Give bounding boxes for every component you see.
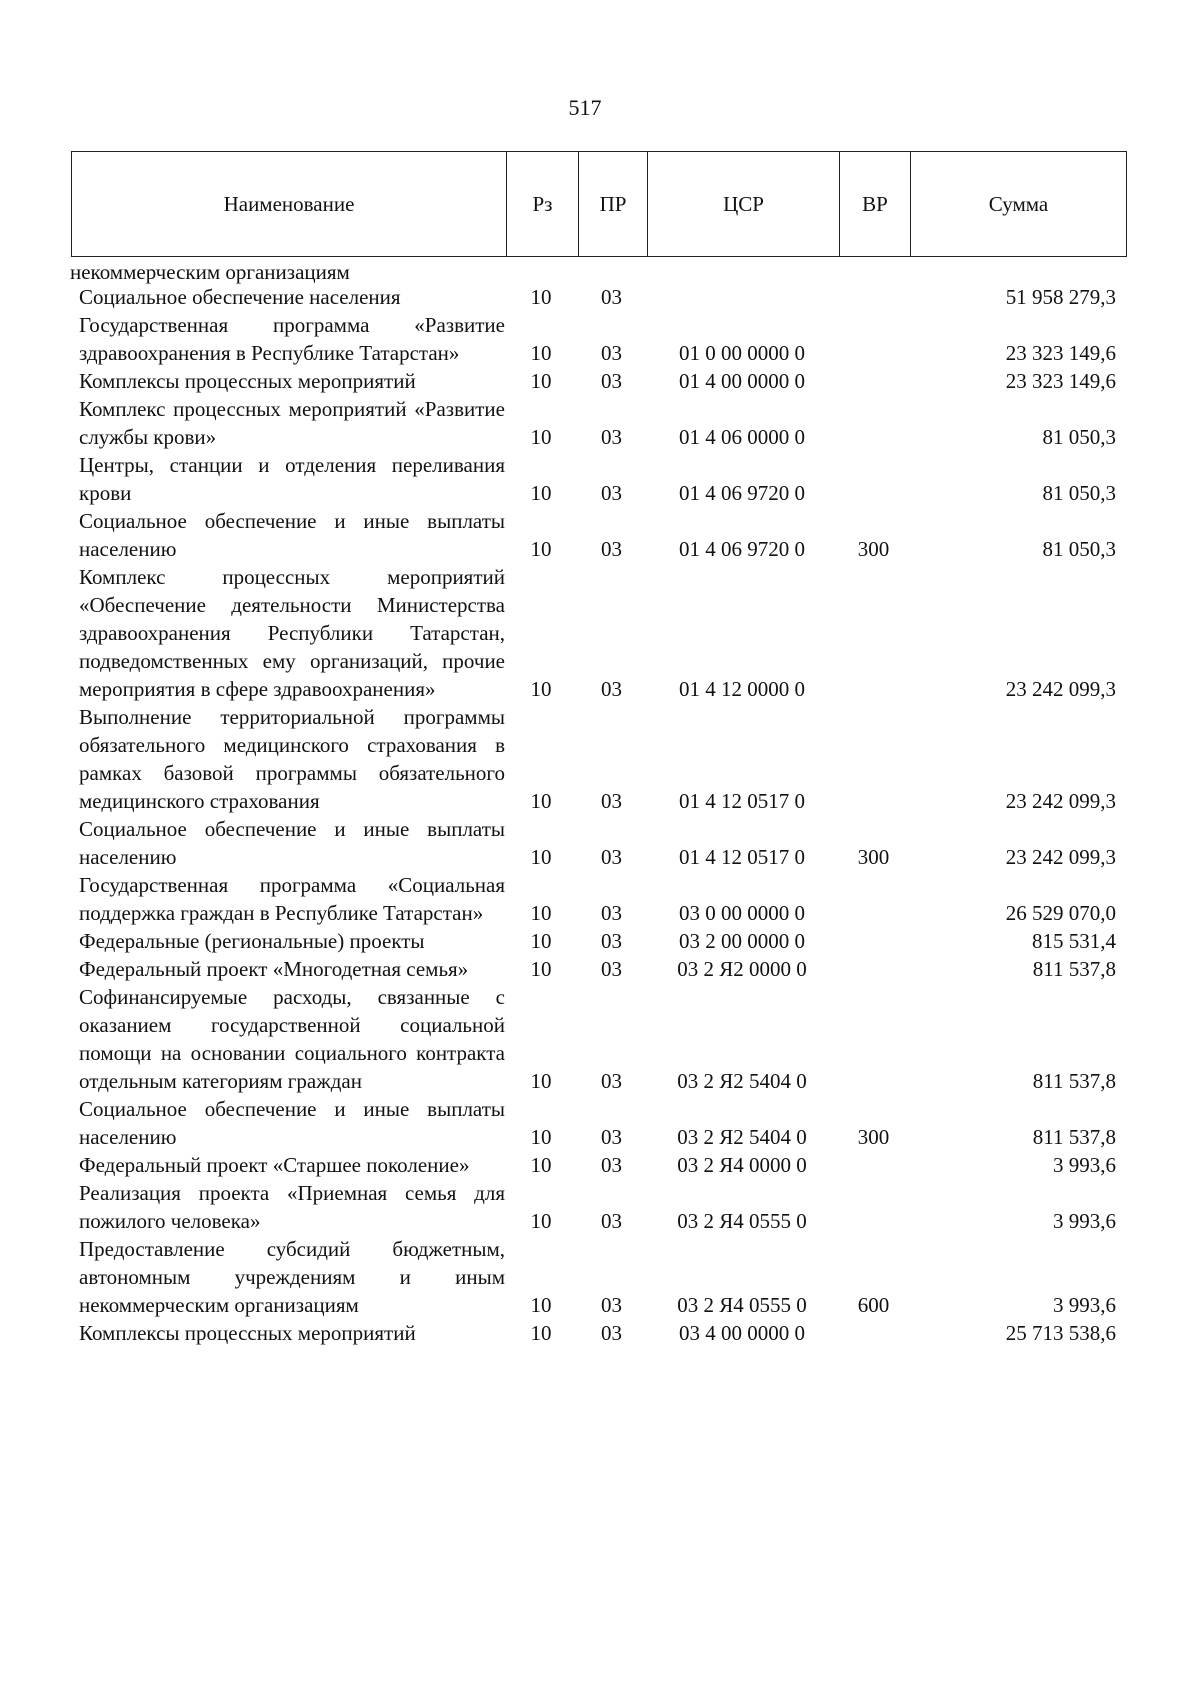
table-row bbox=[71, 563, 1127, 703]
cell-sum: 23 242 099,3 bbox=[1005, 677, 1116, 701]
cell-pr: 03 bbox=[601, 285, 622, 309]
cell-rz: 10 bbox=[530, 481, 552, 505]
cell-rz: 10 bbox=[530, 537, 552, 561]
cell-pr: 03 bbox=[601, 369, 622, 393]
header-sum: Сумма bbox=[910, 152, 1126, 256]
cell-pr: 03 bbox=[601, 537, 622, 561]
cell-rz: 10 bbox=[530, 1125, 552, 1149]
header-pr: ПР bbox=[578, 152, 647, 256]
cell-name: Реализация проекта «Приемная семья для пожилого человека» bbox=[79, 1181, 505, 1233]
header-name: Наименование bbox=[223, 191, 355, 216]
cell-rz: 10 bbox=[530, 1153, 552, 1177]
cell-csr: 01 4 12 0000 0 bbox=[679, 677, 805, 701]
cell-sum: 81 050,3 bbox=[1042, 537, 1116, 561]
cell-pr: 03 bbox=[601, 1293, 622, 1317]
cell-rz: 10 bbox=[530, 957, 552, 981]
table-header bbox=[71, 151, 1127, 257]
cell-csr: 01 4 12 0517 0 bbox=[679, 845, 805, 869]
cell-csr: 01 4 00 0000 0 bbox=[679, 369, 805, 393]
cell-pr: 03 bbox=[601, 845, 622, 869]
table-row bbox=[71, 983, 1127, 1095]
table-row bbox=[71, 258, 1127, 286]
header-vr: ВР bbox=[839, 152, 910, 256]
cell-sum: 811 537,8 bbox=[1032, 957, 1116, 981]
table-row bbox=[71, 451, 1127, 507]
cell-pr: 03 bbox=[601, 929, 622, 953]
cell-name: Государственная программа «Развитие здравоохранения в Республике Татарстан» bbox=[79, 313, 505, 365]
cell-name: Комплекс процессных мероприятий «Обеспечение деятельности Министерства здравоохранения Республики Татарстан, подведомственных ему организаций, прочие мероприятия в сфере здравоохранения» bbox=[79, 565, 505, 701]
cell-name: Федеральные (региональные) проекты bbox=[79, 929, 425, 953]
cell-pr: 03 bbox=[601, 1069, 622, 1093]
table-row bbox=[71, 871, 1127, 927]
table-row bbox=[71, 1095, 1127, 1151]
header-rz: Рз bbox=[506, 152, 578, 256]
cell-name: Центры, станции и отделения переливания крови bbox=[79, 453, 505, 505]
cell-csr: 03 2 Я2 5404 0 bbox=[677, 1125, 807, 1149]
cell-vr: 300 bbox=[857, 1125, 890, 1149]
cell-pr: 03 bbox=[601, 1321, 622, 1345]
cell-csr: 03 2 Я2 0000 0 bbox=[677, 957, 807, 981]
cell-pr: 03 bbox=[601, 677, 622, 701]
cell-csr: 01 4 06 9720 0 bbox=[679, 537, 805, 561]
cell-pr: 03 bbox=[601, 1153, 622, 1177]
cell-pr: 03 bbox=[601, 901, 622, 925]
cell-csr: 03 2 00 0000 0 bbox=[679, 929, 805, 953]
cell-name: Социальное обеспечение и иные выплаты населению bbox=[79, 509, 505, 561]
cell-rz: 10 bbox=[530, 929, 552, 953]
cell-sum: 3 993,6 bbox=[1053, 1209, 1116, 1233]
cell-rz: 10 bbox=[530, 901, 552, 925]
table-row bbox=[71, 955, 1127, 983]
cell-rz: 10 bbox=[530, 425, 552, 449]
cell-csr: 01 4 06 0000 0 bbox=[679, 425, 805, 449]
cell-rz: 10 bbox=[530, 677, 552, 701]
cell-csr: 03 2 Я4 0555 0 bbox=[677, 1293, 807, 1317]
table-row bbox=[71, 815, 1127, 871]
table-body bbox=[71, 258, 1127, 1347]
cell-rz: 10 bbox=[530, 789, 552, 813]
cell-sum: 51 958 279,3 bbox=[1005, 285, 1116, 309]
cell-vr: 300 bbox=[857, 537, 890, 561]
page-number: 517 bbox=[568, 95, 602, 120]
table-row bbox=[71, 311, 1127, 367]
cell-sum: 23 323 149,6 bbox=[1005, 341, 1116, 365]
cell-sum: 26 529 070,0 bbox=[1005, 901, 1116, 925]
cell-rz: 10 bbox=[530, 285, 552, 309]
cell-sum: 811 537,8 bbox=[1032, 1125, 1116, 1149]
cell-sum: 3 993,6 bbox=[1053, 1153, 1116, 1177]
cell-rz: 10 bbox=[530, 1209, 552, 1233]
cell-sum: 23 323 149,6 bbox=[1005, 369, 1116, 393]
cell-rz: 10 bbox=[530, 369, 552, 393]
table-row bbox=[71, 1319, 1127, 1347]
cell-rz: 10 bbox=[530, 341, 552, 365]
cell-sum: 811 537,8 bbox=[1032, 1069, 1116, 1093]
cell-sum: 23 242 099,3 bbox=[1005, 845, 1116, 869]
cell-sum: 81 050,3 bbox=[1042, 425, 1116, 449]
cell-name: Федеральный проект «Старшее поколение» bbox=[79, 1153, 470, 1177]
cell-sum: 25 713 538,6 bbox=[1005, 1321, 1116, 1345]
cell-name: Социальное обеспечение населения bbox=[79, 285, 401, 309]
table-row bbox=[71, 283, 1127, 311]
cell-name: Комплексы процессных мероприятий bbox=[79, 1321, 416, 1345]
table-row bbox=[71, 367, 1127, 395]
cell-csr: 03 2 Я2 5404 0 bbox=[677, 1069, 807, 1093]
cell-vr: 600 bbox=[857, 1293, 890, 1317]
cell-pr: 03 bbox=[601, 341, 622, 365]
cell-name: Софинансируемые расходы, связанные с оказанием государственной социальной помощи на основании социального контракта отдельным категориям граждан bbox=[79, 985, 505, 1093]
table-row bbox=[71, 927, 1127, 955]
table-row bbox=[71, 1179, 1127, 1235]
header-csr: ЦСР bbox=[647, 152, 839, 256]
cell-pr: 03 bbox=[601, 957, 622, 981]
cell-sum: 81 050,3 bbox=[1042, 481, 1116, 505]
cell-name: Комплекс процессных мероприятий «Развитие службы крови» bbox=[79, 397, 505, 449]
cell-name: Государственная программа «Социальная поддержка граждан в Республике Татарстан» bbox=[79, 873, 505, 925]
cell-name: Выполнение территориальной программы обязательного медицинского страхования в рамках базовой программы обязательного медицинского страхования bbox=[79, 705, 505, 813]
cell-pr: 03 bbox=[601, 1209, 622, 1233]
cell-csr: 03 2 Я4 0555 0 bbox=[677, 1209, 807, 1233]
cell-name: Комплексы процессных мероприятий bbox=[79, 369, 416, 393]
table-row bbox=[71, 1151, 1127, 1179]
table-row bbox=[71, 395, 1127, 451]
table-row bbox=[71, 1235, 1127, 1319]
cell-pr: 03 bbox=[601, 481, 622, 505]
cell-sum: 3 993,6 bbox=[1053, 1293, 1116, 1317]
cell-sum: 815 531,4 bbox=[1032, 929, 1116, 953]
cell-name: Социальное обеспечение и иные выплаты населению bbox=[79, 817, 505, 869]
table-row bbox=[71, 703, 1127, 815]
cell-name: Социальное обеспечение и иные выплаты населению bbox=[79, 1097, 505, 1149]
cell-name: некоммерческим организациям bbox=[70, 260, 350, 284]
cell-csr: 01 4 12 0517 0 bbox=[679, 789, 805, 813]
cell-rz: 10 bbox=[530, 1293, 552, 1317]
cell-csr: 01 4 06 9720 0 bbox=[679, 481, 805, 505]
cell-csr: 03 0 00 0000 0 bbox=[679, 901, 805, 925]
cell-rz: 10 bbox=[530, 1069, 552, 1093]
cell-sum: 23 242 099,3 bbox=[1005, 789, 1116, 813]
cell-pr: 03 bbox=[601, 789, 622, 813]
cell-pr: 03 bbox=[601, 425, 622, 449]
cell-rz: 10 bbox=[530, 845, 552, 869]
cell-rz: 10 bbox=[530, 1321, 552, 1345]
cell-pr: 03 bbox=[601, 1125, 622, 1149]
cell-name: Федеральный проект «Многодетная семья» bbox=[79, 957, 469, 981]
cell-csr: 03 4 00 0000 0 bbox=[679, 1321, 805, 1345]
cell-name: Предоставление субсидий бюджетным, автономным учреждениям и иным некоммерческим организациям bbox=[79, 1237, 505, 1317]
cell-csr: 03 2 Я4 0000 0 bbox=[677, 1153, 807, 1177]
cell-vr: 300 bbox=[857, 845, 890, 869]
table-row bbox=[71, 507, 1127, 563]
cell-csr: 01 0 00 0000 0 bbox=[679, 341, 805, 365]
